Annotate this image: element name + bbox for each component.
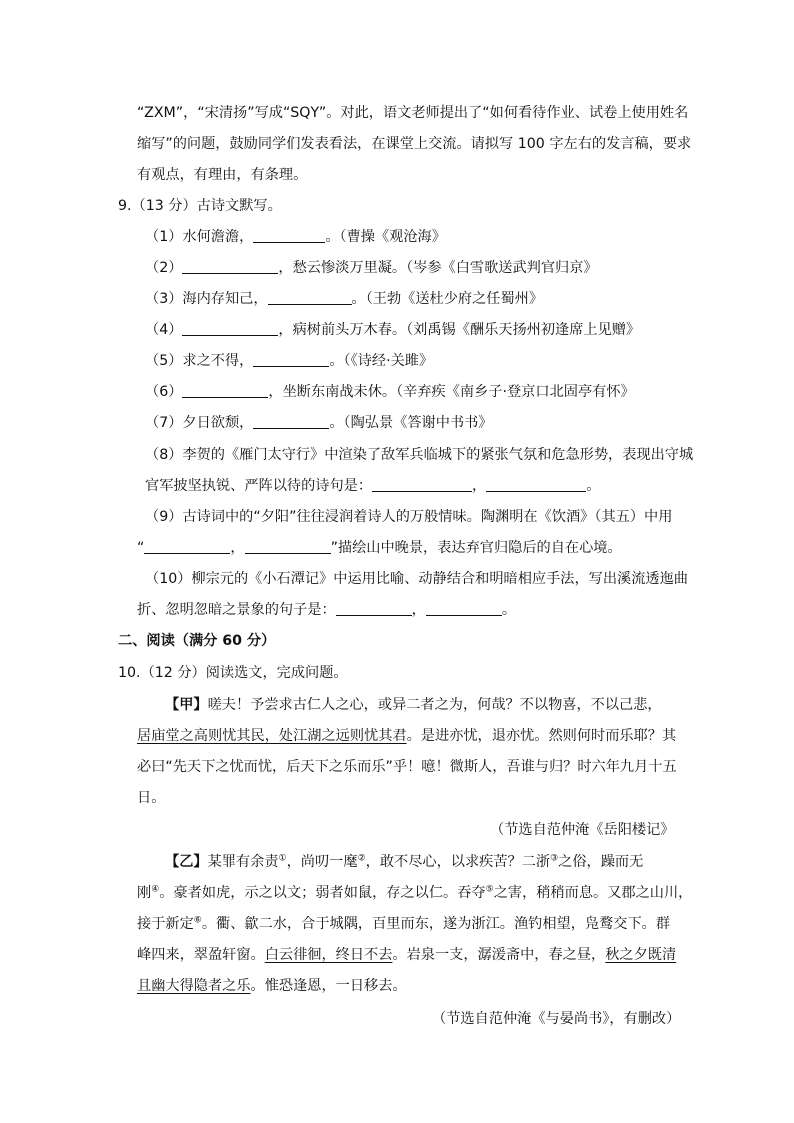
footnote-mark: ④ <box>151 884 160 895</box>
passage-label: 【甲】 <box>165 697 208 713</box>
q9-item-source: ，病树前头万木春。（刘禹锡《酬乐天扬州初逢席上见赠》 <box>278 322 641 338</box>
q9-item-text: ”描绘山中晚景，表达弃官归隐后的自在心境。 <box>330 540 622 556</box>
answer-blank[interactable] <box>372 477 472 492</box>
q9-item-text: （4） <box>145 322 183 338</box>
q9-item-text: （2） <box>145 260 183 276</box>
footnote-mark: ③ <box>550 853 559 864</box>
q9-item-9-line-2 <box>137 539 622 557</box>
passage-text: 某罪有余责 <box>207 854 279 870</box>
sentence-end: 。 <box>586 478 601 494</box>
q9-item-text: （1）水何澹澹， <box>145 229 254 245</box>
passage-jia-line-1 <box>165 696 662 714</box>
passage-jia-line-3: 必曰“先天下之忧而忧，后天下之乐而乐”乎！噫！微斯人，吾谁与归？时六年九月十五 <box>137 759 677 775</box>
separator: ， <box>230 540 245 556</box>
q9-item-source: 。（曹操《观沧海》 <box>325 229 446 245</box>
q9-item-2 <box>145 259 598 277</box>
separator: ， <box>472 478 487 494</box>
q9-item-text: 折、忽明忽暗之景象的句子是： <box>137 602 336 618</box>
intro-line-3: 有观点，有理由，有条理。 <box>137 167 308 183</box>
q9-item-text: 官军披坚执锐、严阵以待的诗句是： <box>145 478 373 494</box>
answer-blank[interactable] <box>268 290 352 305</box>
q9-item-10-line-2 <box>137 601 516 619</box>
q9-item-8-line-2 <box>145 477 600 495</box>
q9-item-9-line-1: （9）古诗词中的“夕阳”往往浸润着诗人的万般情味。陶渊明在《饮酒》（其五）中用 <box>145 509 673 525</box>
passage-text: 刚 <box>137 885 152 901</box>
q9-item-5 <box>145 352 433 370</box>
footnote-mark: ① <box>278 853 287 864</box>
passage-text: ，敢不尽心，以求疾苦？二浙 <box>365 854 551 870</box>
q9-title: 9.（13 分）古诗文默写。 <box>118 198 282 214</box>
open-quote: “ <box>137 540 145 556</box>
q9-item-3 <box>145 290 543 308</box>
section-title: 二、阅读（满分 60 分） <box>118 633 276 649</box>
passage-label: 【乙】 <box>165 854 208 870</box>
passage-text: 。是进亦忧，退亦忧。然则何时而乐耶？其 <box>406 728 677 744</box>
q9-item-text: （3）海内存知己， <box>145 291 268 307</box>
q9-item-4 <box>145 321 640 339</box>
passage-jia-line-4: 日。 <box>137 790 166 806</box>
underlined-sentence: 白云徘徊，终日不去 <box>264 947 393 963</box>
q9-item-6 <box>145 383 635 401</box>
sentence-end: 。 <box>501 602 517 618</box>
passage-yi-line-1 <box>165 853 643 871</box>
passage-text: 。岩泉一支，潺湲斋中，春之昼， <box>392 947 606 963</box>
q9-item-source: 。（《诗经·关雎》 <box>329 353 434 369</box>
answer-blank[interactable] <box>486 477 586 492</box>
answer-blank[interactable] <box>253 414 329 429</box>
passage-text: ，尚叨一麾 <box>286 854 358 870</box>
passage-yi-source: （节选自范仲淹《与晏尚书》，有删改） <box>432 1011 681 1027</box>
passage-yi-line-2 <box>137 884 692 902</box>
answer-blank[interactable] <box>182 259 278 274</box>
q9-item-source: ，坐断东南战未休。（辛弃疾《南乡子·登京口北固亭有怀》 <box>268 384 635 400</box>
q9-item-source: 。（王勃《送杜少府之任蜀州》 <box>351 291 544 307</box>
passage-yi-line-4 <box>137 946 676 964</box>
passage-text: 之害，稍稍而息。又郡之山川， <box>493 885 693 901</box>
footnote-mark: ⑤ <box>485 884 494 895</box>
passage-text: 。惟恐逢恩，一日移去。 <box>250 978 407 994</box>
q9-item-8-line-1: （8）李贺的《雁门太守行》中渲染了敌军兵临城下的紧张气氛和危急形势，表现出守城 <box>145 447 694 463</box>
answer-blank[interactable] <box>144 539 230 554</box>
intro-line-1: “ZXM”，“宋清扬”写成“SQY”。对此，语文老师提出了“如何看待作业、试卷上使用姓名 <box>137 105 689 121</box>
underlined-sentence: 居庙堂之高则忧其民，处江湖之远则忧其君 <box>137 728 407 744</box>
underlined-sentence: 秋之夕既清 <box>605 947 677 963</box>
q9-item-7 <box>145 414 493 432</box>
passage-yi-line-5 <box>137 977 407 995</box>
separator: ， <box>411 602 426 618</box>
q9-item-10-line-1: （10）柳宗元的《小石潭记》中运用比喻、动静结合和明暗相应手法，写出溪流透迤曲 <box>145 571 688 587</box>
q9-item-source: ，愁云惨淡万里凝。（岑参《白雪歌送武判官归京》 <box>278 260 598 276</box>
footnote-mark: ⑥ <box>193 915 202 926</box>
underlined-sentence: 且幽大得隐者之乐 <box>137 978 251 994</box>
q9-item-text: （7）夕日欲颓， <box>145 415 254 431</box>
answer-blank[interactable] <box>253 352 329 367</box>
passage-text: 之俗，躁而无 <box>558 854 644 870</box>
footnote-mark: ② <box>357 853 366 864</box>
q9-item-1 <box>145 228 446 246</box>
passage-jia-source: （节选自范仲淹《岳阳楼记》 <box>490 822 675 838</box>
passage-text: 。衢、歙二水，合于城隅，百里而东，遂为浙江。渔钓相望，凫鹜交下。群 <box>201 916 671 932</box>
passage-text: 嗟夫！予尝求古仁人之心，或异二者之为，何哉？不以物喜，不以己悲， <box>207 697 662 713</box>
answer-blank[interactable] <box>336 601 412 616</box>
answer-blank[interactable] <box>245 539 331 554</box>
passage-text: 峰四来，翠盈轩窗。 <box>137 947 265 963</box>
answer-blank[interactable] <box>182 383 268 398</box>
intro-line-2: 缩写”的问题，鼓励同学们发表看法，在课堂上交流。请拟写 100 字左右的发言稿，要求 <box>137 136 692 152</box>
passage-yi-line-3 <box>137 915 670 933</box>
passage-text: 接于新定 <box>137 916 194 932</box>
answer-blank[interactable] <box>182 321 278 336</box>
answer-blank[interactable] <box>426 601 502 616</box>
answer-blank[interactable] <box>253 228 325 243</box>
q9-item-source: 。（陶弘景《答谢中书书》 <box>329 415 493 431</box>
q10-title: 10.（12 分）阅读选文，完成问题。 <box>118 665 348 681</box>
passage-jia-line-2 <box>137 727 676 745</box>
q9-item-text: （6） <box>145 384 183 400</box>
q9-item-text: （5）求之不得， <box>145 353 254 369</box>
passage-text: 。豪者如虎，示之以文；弱者如鼠，存之以仁。吞夺 <box>159 885 486 901</box>
